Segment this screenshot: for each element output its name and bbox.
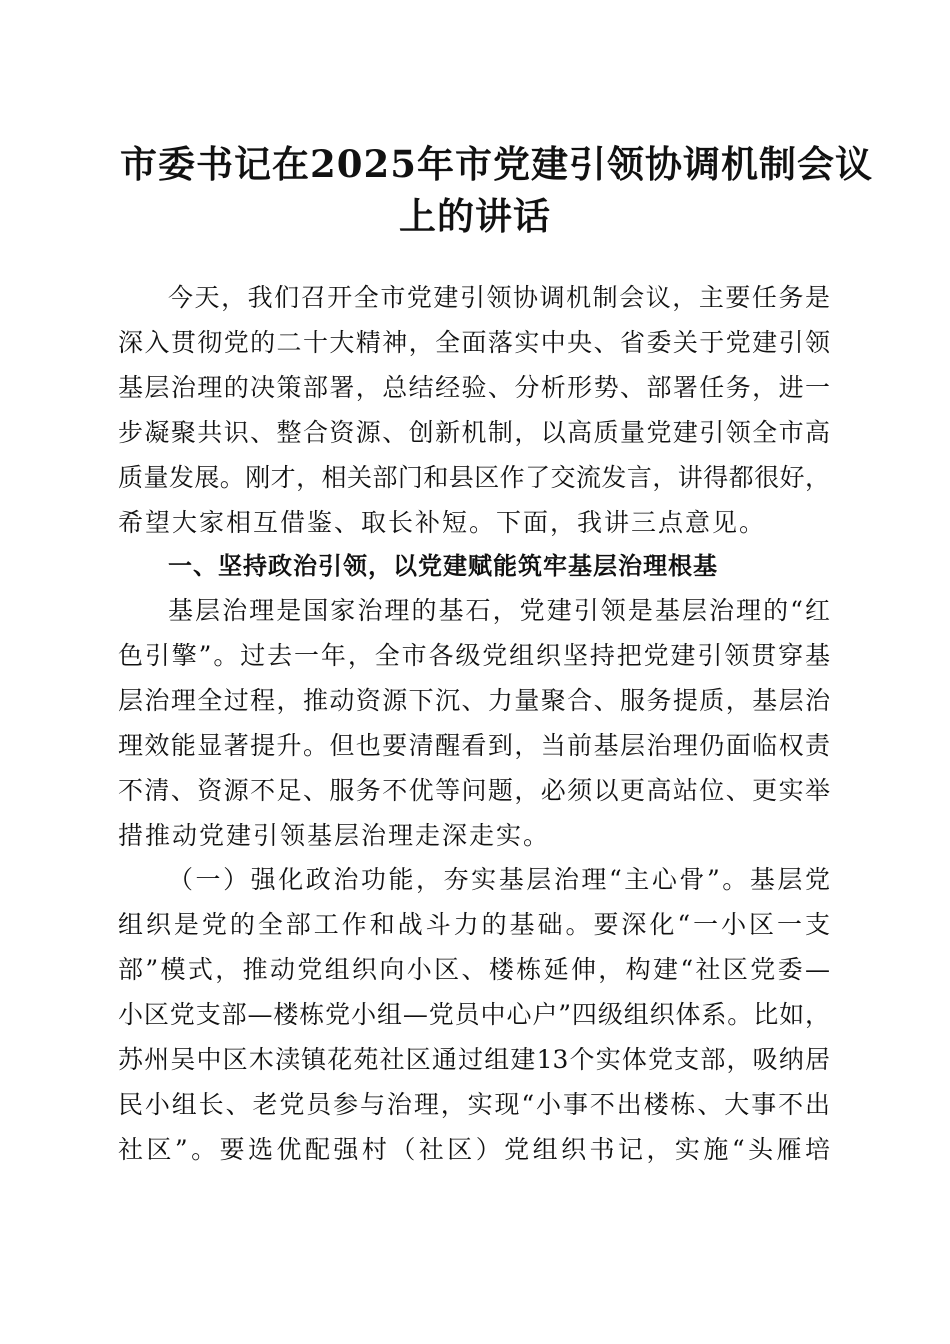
- paragraph-line: 今天，我们召开全市党建引领协调机制会议，主要任务是: [168, 283, 830, 312]
- paragraph-line: 层治理全过程，推动资源下沉、力量聚合、服务提质，基层治: [118, 686, 830, 715]
- paragraph-line: 色引擎”。过去一年，全市各级党组织坚持把党建引领贯穿基: [118, 641, 830, 670]
- title-line-1: 市委书记在2025年市党建引领协调机制会议: [120, 142, 873, 186]
- paragraph-line: 部”模式，推动党组织向小区、楼栋延伸，构建“社区党委—: [118, 955, 830, 984]
- paragraph-line: 民小组长、老党员参与治理，实现“小事不出楼栋、大事不出: [118, 1090, 830, 1119]
- paragraph-line: 深入贯彻党的二十大精神，全面落实中央、省委关于党建引领: [118, 328, 830, 357]
- paragraph-line: 苏州吴中区木渎镇花苑社区通过组建13个实体党支部，吸纳居: [118, 1045, 830, 1074]
- paragraph-line: 希望大家相互借鉴、取长补短。下面，我讲三点意见。: [118, 508, 767, 537]
- paragraph-line: 措推动党建引领基层治理走深走实。: [118, 821, 551, 850]
- paragraph-line: 不清、资源不足、服务不优等问题，必须以更高站位、更实举: [118, 776, 830, 805]
- subsection-line: （一）强化政治功能，夯实基层治理“主心骨”。基层党: [168, 865, 830, 894]
- paragraph-line: 小区党支部—楼栋党小组—党员中心户”四级组织体系。比如，: [118, 1000, 830, 1029]
- paragraph-line: 步凝聚共识、整合资源、创新机制，以高质量党建引领全市高: [118, 418, 830, 447]
- title-line-2: 上的讲话: [399, 194, 551, 238]
- paragraph-line: 社区”。要选优配强村（社区）党组织书记，实施“头雁培: [118, 1135, 830, 1164]
- document-title: [120, 138, 873, 242]
- paragraph-line: 理效能显著提升。但也要清醒看到，当前基层治理仍面临权责: [118, 731, 830, 760]
- section-heading: 一、坚持政治引领，以党建赋能筑牢基层治理根基: [168, 552, 718, 580]
- paragraph-line: 质量发展。刚才，相关部门和县区作了交流发言，讲得都很好，: [118, 463, 830, 492]
- paragraph-line: 组织是党的全部工作和战斗力的基础。要深化“一小区一支: [118, 910, 830, 939]
- paragraph-line: 基层治理是国家治理的基石，党建引领是基层治理的“红: [168, 596, 830, 625]
- paragraph-line: 基层治理的决策部署，总结经验、分析形势、部署任务，进一: [118, 373, 830, 402]
